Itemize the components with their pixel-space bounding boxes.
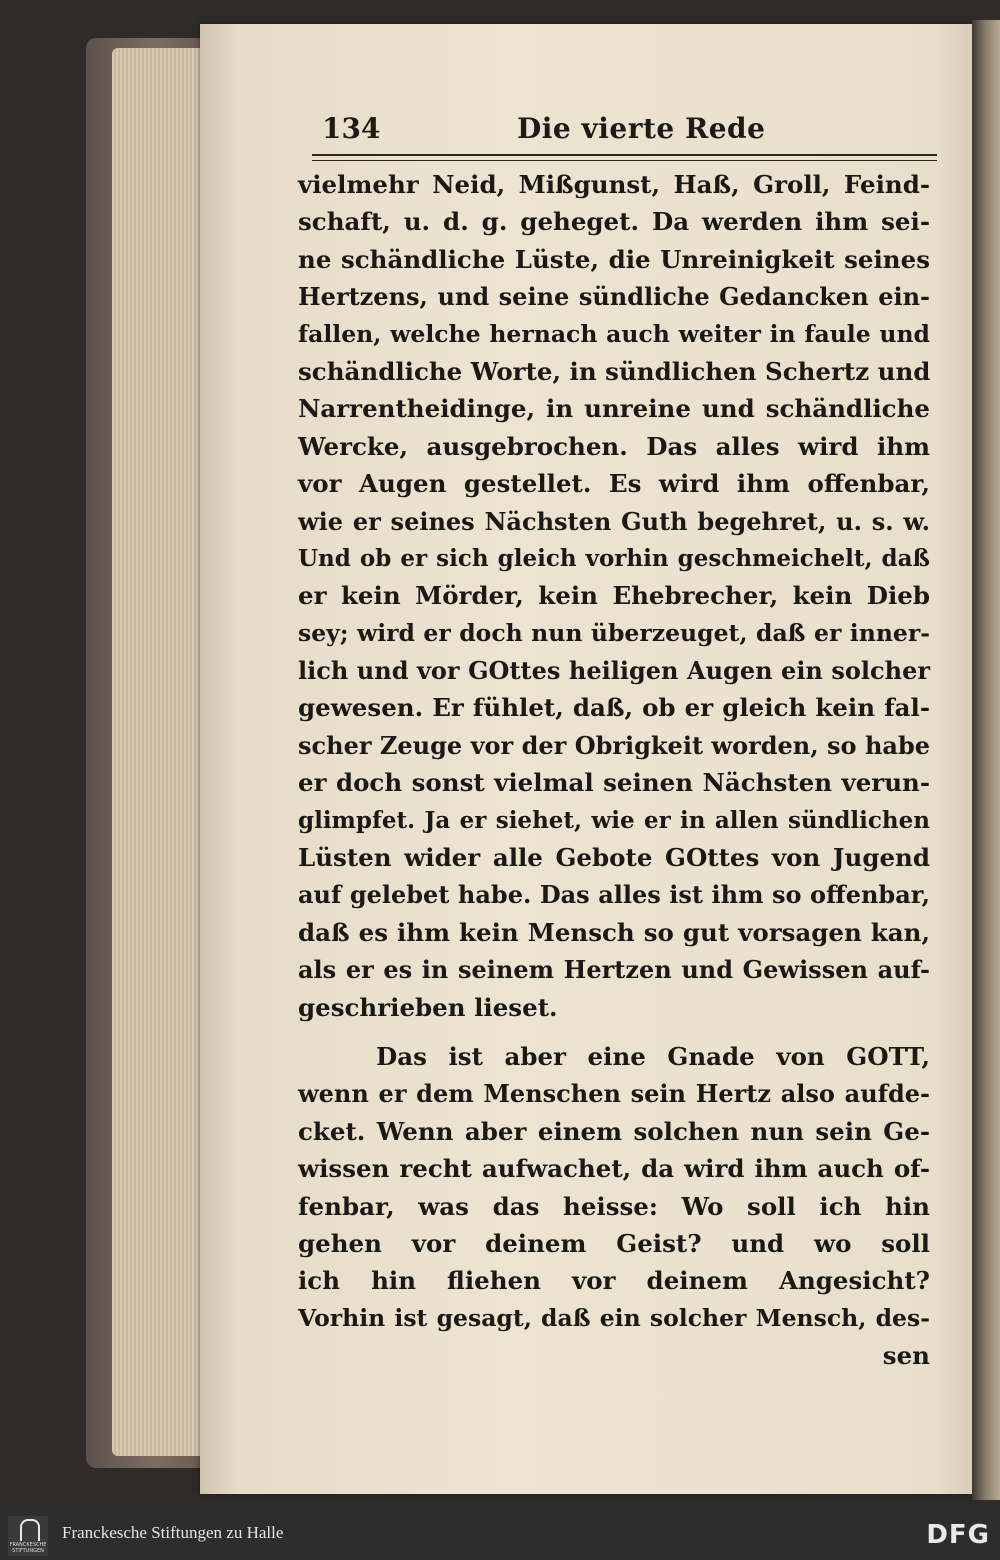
text-line: auf gelebet habe. Das alles ist ihm so offenbar, xyxy=(298,880,930,910)
text-line: Wercke, ausgebrochen. Das alles wird ihm xyxy=(298,431,930,461)
institution-name[interactable]: Franckesche Stiftungen zu Halle xyxy=(62,1523,284,1542)
text-line: Hertzens, und seine sündliche Gedancken ein- xyxy=(298,282,930,312)
facing-page-gutter xyxy=(972,20,1000,1500)
text-line: Und ob er sich gleich vorhin geschmeichelt, daß xyxy=(298,544,930,572)
text-line: vor Augen gestellet. Es wird ihm offenbar, xyxy=(298,469,930,499)
text-line: ich hin fliehen vor deinem Angesicht? xyxy=(298,1266,930,1296)
text-line: er kein Mörder, kein Ehebrecher, kein Dieb xyxy=(298,581,930,611)
text-line: Narrentheidinge, in unreine und schändliche xyxy=(298,394,930,424)
text-line: cket. Wenn aber einem solchen nun sein Ge- xyxy=(298,1116,930,1146)
text-line: gewesen. Er fühlet, daß, ob er gleich kein fal- xyxy=(298,693,930,723)
text-line: sey; wird er doch nun überzeuget, daß er inner- xyxy=(298,618,930,647)
text-line: er doch sonst vielmal seinen Nächsten verun- xyxy=(298,768,930,798)
text-line: fallen, welche hernach auch weiter in faule und xyxy=(298,319,930,348)
building-icon xyxy=(20,1519,40,1541)
viewer-footer xyxy=(0,1510,1000,1560)
text-line: schaft, u. d. g. geheget. Da werden ihm sei- xyxy=(298,207,930,237)
running-title: Die vierte Rede xyxy=(517,112,766,145)
page-body-text xyxy=(298,166,930,1375)
institution-logo[interactable] xyxy=(8,1516,48,1556)
text-line: Das ist aber eine Gnade von GOTT, xyxy=(376,1041,930,1071)
text-line: geschrieben lieset. xyxy=(298,992,558,1022)
text-line: scher Zeuge vor der Obrigkeit worden, so habe xyxy=(298,730,930,760)
text-line: lich und vor GOttes heiligen Augen ein solcher xyxy=(298,656,930,686)
dfg-logo[interactable]: DFG xyxy=(926,1520,990,1550)
text-line: Lüsten wider alle Gebote GOttes von Jugend xyxy=(298,843,930,873)
catchword: sen xyxy=(882,1341,930,1371)
text-line: vielmehr Neid, Mißgunst, Haß, Groll, Feind- xyxy=(298,170,930,199)
text-line: Vorhin ist gesagt, daß ein solcher Mensch, des- xyxy=(298,1303,930,1332)
logo-caption: FRANCKESCHE STIFTUNGEN xyxy=(9,1542,47,1554)
page-edges xyxy=(112,48,210,1456)
page-header xyxy=(322,112,922,152)
text-line: als er es in seinem Hertzen und Gewissen auf- xyxy=(298,955,930,985)
page-number: 134 xyxy=(322,112,381,145)
text-line: gehen vor deinem Geist? und wo soll xyxy=(298,1228,930,1258)
header-rule xyxy=(312,154,937,161)
text-line: ne schändliche Lüste, die Unreinigkeit seines xyxy=(298,244,930,274)
text-line: fenbar, was das heisse: Wo soll ich hin xyxy=(298,1191,930,1221)
text-line: wissen recht aufwachet, da wird ihm auch of- xyxy=(298,1154,930,1184)
text-line: wenn er dem Menschen sein Hertz also aufde- xyxy=(298,1079,930,1109)
text-line: wie er seines Nächsten Guth begehret, u. s. w. xyxy=(298,506,930,536)
text-line: glimpfet. Ja er siehet, wie er in allen sündlichen xyxy=(298,806,930,834)
text-line: daß es ihm kein Mensch so gut vorsagen kan, xyxy=(298,917,930,947)
paragraph-gap xyxy=(298,1026,930,1038)
text-line: schändliche Worte, in sündlichen Schertz und xyxy=(298,356,931,386)
